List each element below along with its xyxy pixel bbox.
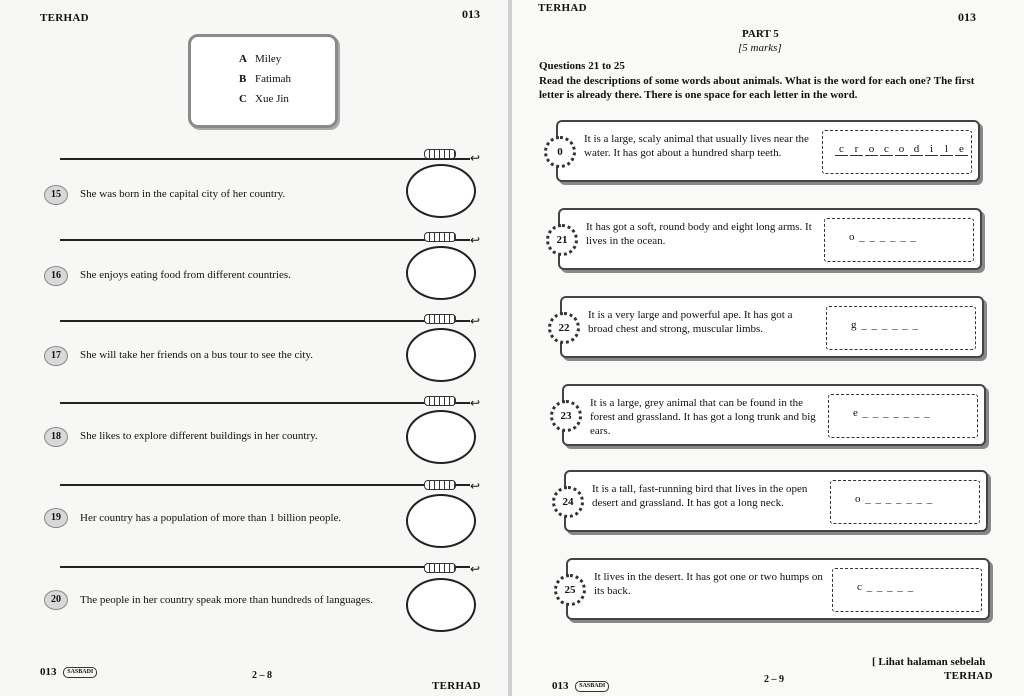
question-number: 19 — [44, 508, 68, 528]
hanger-ornament — [424, 149, 456, 159]
part-title: PART 5 — [742, 28, 779, 40]
answer-box[interactable] — [828, 394, 978, 438]
answer-field[interactable]: c _ _ _ _ _ — [857, 581, 915, 593]
answer-box[interactable] — [832, 568, 982, 612]
paper-code: 013 — [958, 10, 976, 24]
question-text: It has got a soft, round body and eight long arms. It lives in the ocean. — [586, 221, 812, 247]
question-badge: 24 — [552, 486, 584, 518]
hook-icon: ↩ — [470, 233, 481, 247]
divider-line — [60, 402, 470, 404]
question-text: She enjoys eating food from different countries. — [80, 269, 291, 281]
question-card — [564, 470, 988, 532]
divider-line — [60, 484, 470, 486]
page-number: 2 – 8 — [252, 670, 272, 681]
marks-label: [5 marks] — [738, 42, 782, 54]
divider-line — [60, 239, 470, 241]
answer-field[interactable]: g _ _ _ _ _ _ — [851, 319, 919, 331]
page-number: 2 – 9 — [764, 674, 784, 685]
footer-note: [ Lihat halaman sebelah — [872, 656, 986, 668]
question-text: It lives in the desert. It has got one or two humps on its back. — [594, 571, 823, 597]
option-c: C Xue Jin — [239, 93, 289, 105]
question-badge: 21 — [546, 224, 578, 256]
question-number: 20 — [44, 590, 68, 610]
question-text: The people in her country speak more than hundreds of languages. — [80, 594, 373, 606]
footer-code-group — [552, 680, 609, 692]
answer-oval[interactable] — [406, 578, 476, 632]
question-text: She was born in the capital city of her country. — [80, 188, 286, 200]
footer-label: TERHAD — [944, 670, 993, 682]
header-label: TERHAD — [538, 2, 587, 14]
footer-code-group — [40, 666, 97, 678]
hook-icon: ↩ — [470, 479, 481, 493]
hook-icon: ↩ — [470, 396, 481, 410]
question-number: 18 — [44, 427, 68, 447]
hook-icon: ↩ — [470, 151, 481, 165]
right-page — [512, 0, 1024, 696]
question-text: It is a tall, fast-running bird that lives in the open desert and grassland. It has got a long neck. — [592, 483, 808, 509]
question-number: 16 — [44, 266, 68, 286]
answer-oval[interactable] — [406, 164, 476, 218]
answer-oval[interactable] — [406, 328, 476, 382]
hook-icon: ↩ — [470, 314, 481, 328]
answer-box[interactable] — [830, 480, 980, 524]
hanger-ornament — [424, 563, 456, 573]
publisher-logo: SASBADI — [575, 681, 609, 692]
option-a: A Miley — [239, 53, 282, 65]
instructions: Read the descriptions of some words about animals. What is the word for each one? The first letter is already there. There is one space for each letter in the word. — [539, 75, 975, 101]
hanger-ornament — [424, 314, 456, 324]
hook-icon: ↩ — [470, 562, 481, 576]
answer-field[interactable]: o _ _ _ _ _ _ _ — [855, 493, 934, 505]
answer-oval[interactable] — [406, 494, 476, 548]
question-card — [558, 208, 982, 270]
question-text: She will take her friends on a bus tour to see the city. — [80, 349, 313, 361]
question-badge: 25 — [554, 574, 586, 606]
question-badge: 23 — [550, 400, 582, 432]
hanger-ornament — [424, 480, 456, 490]
question-text: It is a large, scaly animal that usually lives near the water. It has got about a hundred sharp teeth. — [584, 133, 809, 159]
questions-range: Questions 21 to 25 — [539, 60, 625, 72]
answer-box[interactable] — [822, 130, 972, 174]
paper-code: 013 — [462, 7, 480, 21]
footer-code: 013 — [552, 680, 569, 692]
question-badge: 0 — [544, 136, 576, 168]
question-card — [560, 296, 984, 358]
hanger-ornament — [424, 396, 456, 406]
question-text: Her country has a population of more than 1 billion people. — [80, 512, 342, 524]
answer-box[interactable] — [824, 218, 974, 262]
question-card — [556, 120, 980, 182]
publisher-logo: SASBADI — [63, 667, 97, 678]
left-page — [0, 0, 508, 696]
answer-field[interactable]: e _ _ _ _ _ _ _ — [853, 407, 931, 419]
divider-line — [60, 158, 470, 160]
option-b: B Fatimah — [239, 73, 292, 85]
options-box — [188, 34, 338, 128]
answer-oval[interactable] — [406, 246, 476, 300]
question-text: It is a very large and powerful ape. It has got a broad chest and strong, muscular limbs. — [588, 309, 793, 335]
question-card — [566, 558, 990, 620]
divider-line — [60, 566, 470, 568]
question-number: 17 — [44, 346, 68, 366]
question-card — [562, 384, 986, 446]
question-number: 15 — [44, 185, 68, 205]
answer-oval[interactable] — [406, 410, 476, 464]
footer-label: TERHAD — [432, 680, 481, 692]
example-answer: c r o c o d i l e — [835, 143, 970, 156]
answer-box[interactable] — [826, 306, 976, 350]
question-text: She likes to explore different buildings in her country. — [80, 430, 318, 442]
divider-line — [60, 320, 470, 322]
footer-code: 013 — [40, 666, 57, 678]
question-text: It is a large, grey animal that can be found in the forest and grassland. It has got a long trunk and big ears. — [590, 397, 816, 437]
question-badge: 22 — [548, 312, 580, 344]
answer-field[interactable]: o _ _ _ _ _ _ — [849, 231, 917, 243]
hanger-ornament — [424, 232, 456, 242]
header-label: TERHAD — [40, 12, 89, 24]
